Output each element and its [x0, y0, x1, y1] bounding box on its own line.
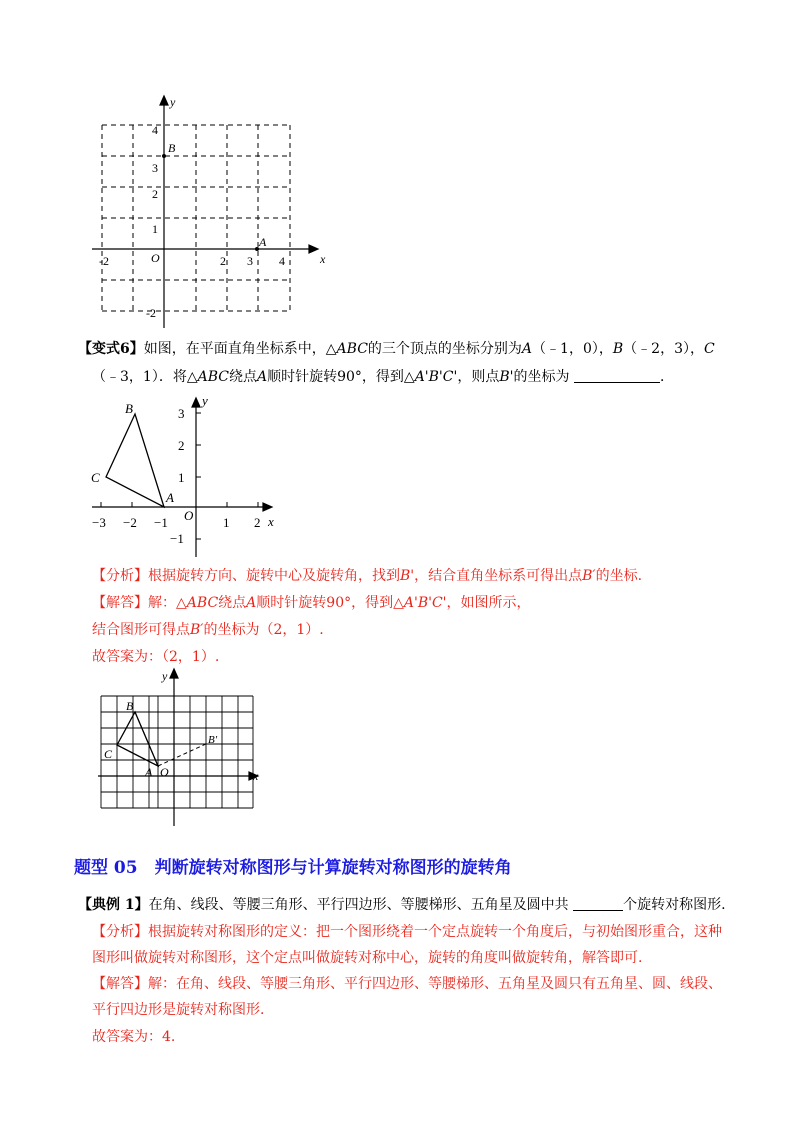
answer-2-line2: 平行四边形是旋转对称图形. — [92, 1002, 265, 1018]
point-a-label: A — [145, 765, 153, 779]
analysis-1: 【分析】根据旋转方向、旋转中心及旋转角，找到B'，结合直角坐标系可得出点B′的坐标. — [92, 568, 643, 584]
triangle-abc — [106, 414, 164, 507]
point-c-label: C — [91, 470, 100, 485]
y-axis-label: y — [170, 95, 176, 109]
y-tick-4: 4 — [152, 123, 158, 137]
y-tick-3: 3 — [152, 161, 158, 175]
y-tick-1: 1 — [178, 470, 185, 485]
y-tick-1: 1 — [152, 222, 158, 236]
answer-1-line3: 故答案为：（2，1）. — [92, 649, 220, 665]
section-title: 题型 05 判断旋转对称图形与计算旋转对称图形的旋转角 — [74, 858, 512, 878]
point-b-label: B — [125, 401, 133, 416]
x-tick-2: 2 — [220, 254, 226, 268]
point-b-dot — [162, 154, 166, 158]
analysis-2-line1: 【分析】根据旋转对称图形的定义：把一个图形绕着一个定点旋转一个角度后，与初始图形重合，这种 — [92, 924, 722, 940]
example-1-question: 【典例 1】在角、线段、等腰三角形、平行四边形、等腰梯形、五角星及圆中共 个旋转对称图形. — [78, 897, 726, 913]
triangle-abc — [117, 712, 158, 766]
answer-2-line3: 故答案为：4. — [92, 1029, 176, 1045]
figure-1-coordinate-grid — [88, 92, 338, 332]
variant6-line1: 【变式6】如图，在平面直角坐标系中，△ABC的三个顶点的坐标分别为A（﹣1，0），B（﹣2，3），C — [78, 341, 715, 357]
example-answer-blank[interactable] — [573, 896, 623, 911]
y-tick-2: 2 — [178, 438, 185, 453]
origin-label: O — [160, 765, 169, 779]
figure-3-solution-grid — [94, 664, 270, 830]
origin-label: O — [151, 251, 160, 265]
variant6-tag: 【变式6】 — [78, 341, 144, 357]
analysis-2-line2: 图形叫做旋转对称图形，这个定点叫做旋转对称中心，旋转的角度叫做旋转角，解答即可. — [92, 950, 643, 966]
x-tick-3: 3 — [247, 254, 253, 268]
x-tick-1: 1 — [223, 515, 230, 530]
x-tick-neg1: −1 — [154, 515, 168, 530]
x-axis-label: x — [268, 514, 274, 529]
variant6-line2: （﹣3，1）．将△ABC绕点A顺时针旋转90°，得到△A'B'C'，则点B'的坐标为 ． — [92, 369, 674, 385]
y-tick-neg1: −1 — [170, 531, 184, 546]
y-tick-3: 3 — [178, 406, 185, 421]
x-axis-label: x — [320, 252, 326, 266]
point-a-label: A — [166, 490, 174, 505]
point-c-label: C — [104, 747, 113, 761]
answer-1-line1: 【解答】解：△ABC绕点A顺时针旋转90°，得到△A'B'C'，如图所示， — [92, 595, 531, 611]
point-a-label: A — [259, 235, 267, 249]
point-b-label: B — [168, 141, 176, 155]
x-tick-neg3: −3 — [92, 515, 106, 530]
x-tick-neg2: −2 — [123, 515, 137, 530]
figure-2-triangle-abc — [88, 392, 288, 564]
y-tick-2: 2 — [152, 187, 158, 201]
example-1-tag: 【典例 1】 — [78, 897, 149, 913]
grid-lines — [101, 696, 253, 808]
y-axis-label: y — [162, 669, 168, 683]
y-tick-neg2: -2 — [146, 306, 156, 320]
y-axis-label: y — [202, 393, 208, 408]
x-tick-4: 4 — [279, 254, 285, 268]
origin-label: O — [184, 508, 194, 523]
x-tick-neg2: -2 — [99, 254, 109, 268]
point-b-prime-label: B' — [208, 734, 218, 746]
x-tick-2: 2 — [254, 515, 261, 530]
answer-blank[interactable] — [574, 368, 660, 383]
answer-2-line1: 【解答】解：在角、线段、等腰三角形、平行四边形、等腰梯形、五角星及圆只有五角星、圆、线段、 — [92, 976, 722, 992]
x-axis-label: x — [253, 769, 259, 783]
answer-1-line2: 结合图形可得点B′的坐标为（2，1）. — [92, 622, 324, 638]
point-b-label: B — [126, 699, 134, 713]
